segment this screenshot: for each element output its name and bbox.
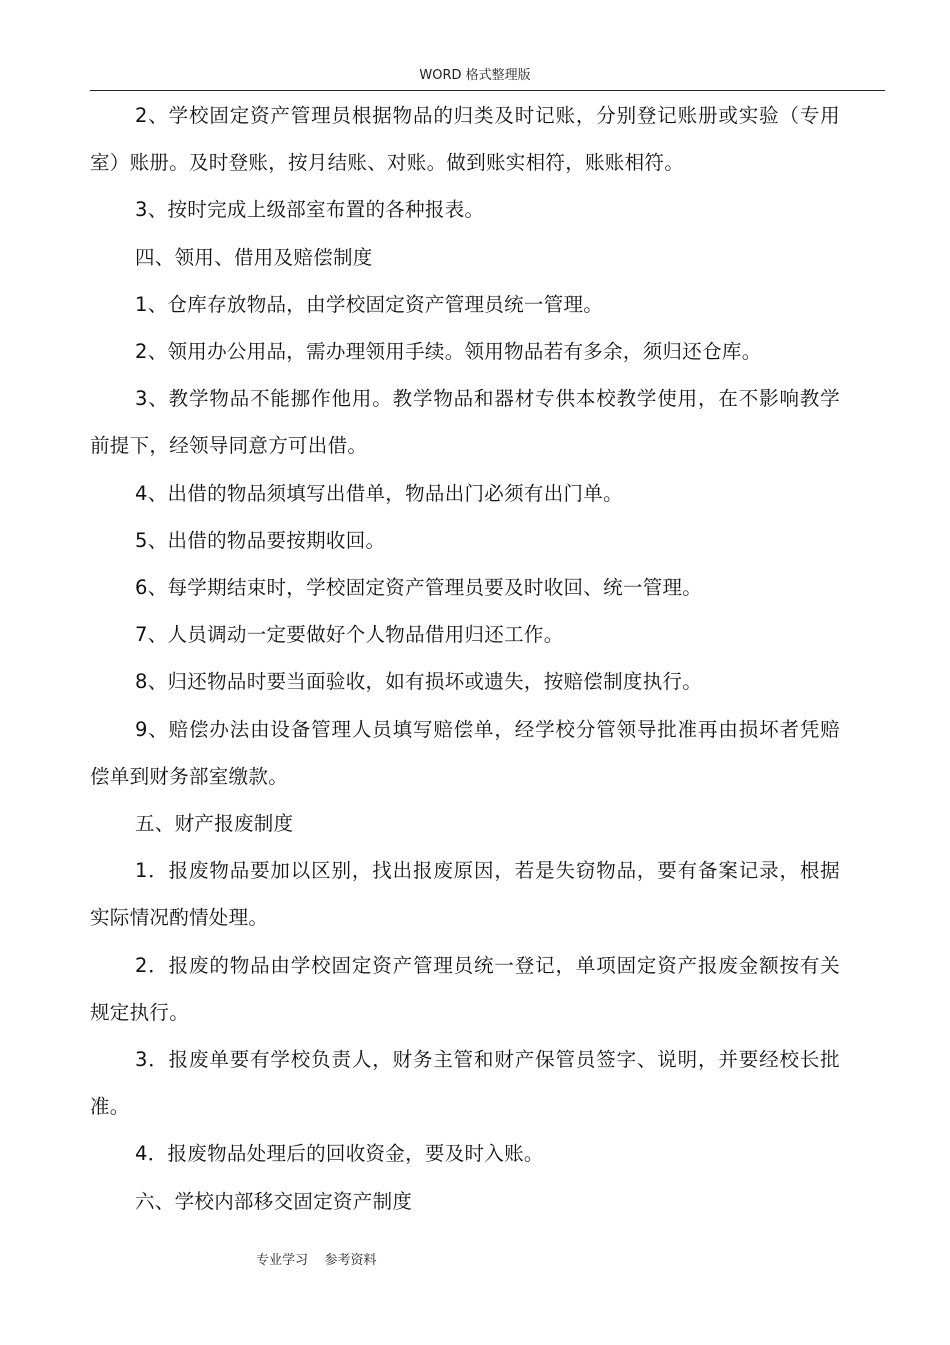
paragraph: 3、教学物品不能挪作他用。教学物品和器材专供本校教学使用，在不影响教学前提下，经领导同意方可出借。 [90, 387, 840, 458]
paragraph: 3、按时完成上级部室布置的各种报表。 [135, 198, 485, 222]
paragraph: 2、领用办公用品，需办理领用手续。领用物品若有多余，须归还仓库。 [135, 340, 762, 364]
document-body [90, 92, 840, 1225]
paragraph: 2．报废的物品由学校固定资产管理员统一登记，单项固定资产报废金额按有关规定执行。 [90, 953, 840, 1024]
paragraph: 1．报废物品要加以区别，找出报废原因，若是失窃物品，要有备案记录，根据实际情况酌情处理。 [90, 859, 840, 930]
paragraph: 4．报废物品处理后的回收资金，要及时入账。 [135, 1142, 544, 1166]
section-heading: 四、领用、借用及赔偿制度 [135, 245, 373, 269]
paragraph: 4、出借的物品须填写出借单，物品出门必须有出门单。 [135, 481, 623, 505]
page-header: WORD 格式整理版 [419, 68, 531, 83]
paragraph: 7、人员调动一定要做好个人物品借用归还工作。 [135, 623, 564, 647]
paragraph: 3．报废单要有学校负责人，财务主管和财产保管员签字、说明，并要经校长批准。 [90, 1048, 840, 1119]
paragraph: 1、仓库存放物品，由学校固定资产管理员统一管理。 [135, 292, 604, 316]
section-heading: 六、学校内部移交固定资产制度 [135, 1189, 413, 1213]
header-divider [90, 90, 885, 91]
paragraph: 5、出借的物品要按期收回。 [135, 528, 386, 552]
paragraph: 2、学校固定资产管理员根据物品的归类及时记账，分别登记账册或实验（专用室）账册。及时登账，按月结账、对账。做到账实相符，账账相符。 [90, 104, 840, 175]
paragraph: 8、归还物品时要当面验收，如有损坏或遗失，按赔偿制度执行。 [135, 670, 703, 694]
page-footer: 专业学习 参考资料 [256, 1253, 377, 1268]
paragraph: 6、每学期结束时，学校固定资产管理员要及时收回、统一管理。 [135, 576, 703, 600]
paragraph: 9、赔偿办法由设备管理人员填写赔偿单，经学校分管领导批准再由损坏者凭赔偿单到财务部室缴款。 [90, 717, 840, 788]
section-heading: 五、财产报废制度 [135, 812, 294, 836]
